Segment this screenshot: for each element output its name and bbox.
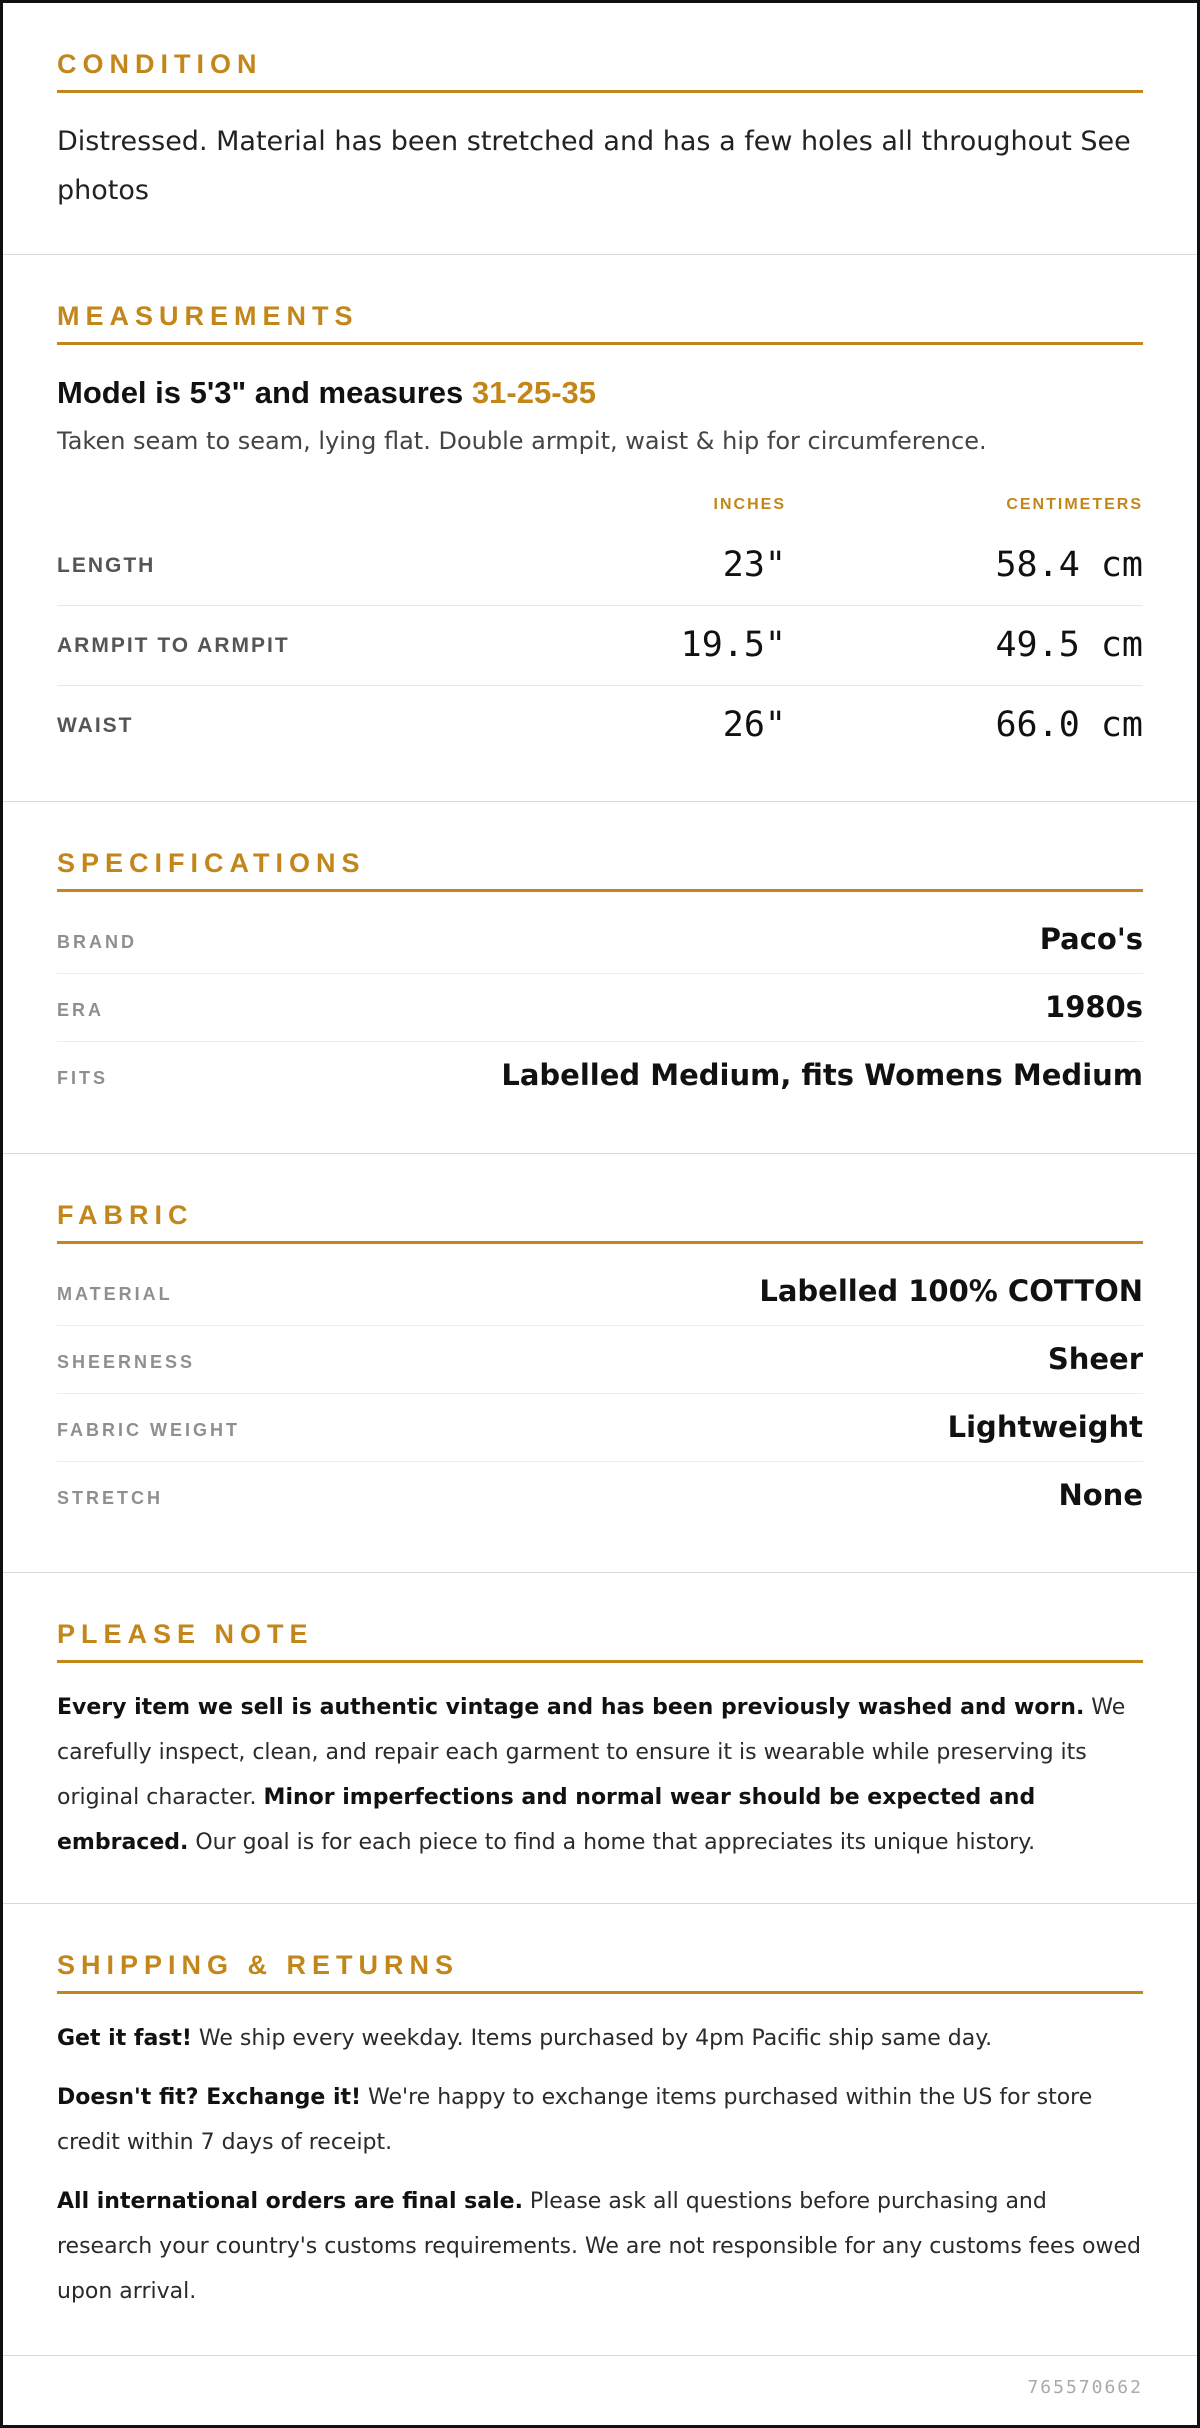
- fabric-row: [57, 1326, 1143, 1394]
- measurement-label: LENGTH: [57, 554, 156, 577]
- col-inches-header: INCHES: [713, 496, 786, 513]
- measurements-section: [3, 255, 1197, 802]
- condition-text: Distressed. Material has been stretched and has a few holes all throughout See photos: [57, 126, 1131, 206]
- col-cm-header: CENTIMETERS: [1006, 496, 1143, 513]
- please-note-section: [3, 1573, 1197, 1904]
- spec-key: FITS: [57, 1068, 108, 1088]
- spec-row: [57, 1042, 1143, 1109]
- please-note-title: PLEASE NOTE: [57, 1573, 1143, 1663]
- spec-value: Paco's: [1039, 922, 1143, 956]
- note-text-1: We carefully inspect, clean, and repair each garment to ensure it is wearable while preserving its original character.: [57, 1695, 1126, 1810]
- model-measures-value: 31-25-35: [471, 375, 596, 410]
- spec-value: Labelled Medium, fits Womens Medium: [501, 1058, 1143, 1092]
- fabric-list: [57, 1258, 1143, 1529]
- measurement-cm: 49.5 cm: [995, 625, 1143, 665]
- specifications-list: [57, 906, 1143, 1109]
- measurement-label: ARMPIT TO ARMPIT: [57, 634, 290, 657]
- ship-text-1: We ship every weekday. Items purchased by 4pm Pacific ship same day.: [191, 2026, 993, 2051]
- product-id: 765570662: [1027, 2377, 1143, 2398]
- ship-bold-1: Get it fast!: [57, 2026, 192, 2051]
- measurement-table-header: [57, 486, 1143, 526]
- measurement-inches: 26": [722, 705, 786, 745]
- spec-row: [57, 974, 1143, 1042]
- fabric-value: None: [1058, 1478, 1143, 1512]
- ship-text-2: We're happy to exchange items purchased within the US for store credit within 7 days of receipt.: [57, 2085, 1093, 2155]
- fabric-value: Sheer: [1047, 1342, 1143, 1376]
- spec-row: [57, 906, 1143, 974]
- shipping-body: [57, 1994, 1143, 2314]
- fabric-row: [57, 1258, 1143, 1326]
- fabric-row: [57, 1394, 1143, 1462]
- fabric-section: [3, 1154, 1197, 1573]
- measurement-inches: 23": [722, 545, 786, 585]
- note-text-2: Our goal is for each piece to find a home that appreciates its unique history.: [188, 1830, 1036, 1855]
- ship-bold-3: All international orders are final sale.: [57, 2189, 523, 2214]
- ship-text-3: Please ask all questions before purchasing and research your country's customs requirements. We are not responsible for any customs fees owed upon arrival.: [57, 2189, 1142, 2304]
- note-bold-1: Every item we sell is authentic vintage and has been previously washed and worn.: [57, 1695, 1085, 1720]
- model-prefix: Model is 5'3" and measures: [57, 375, 472, 410]
- measurements-title: MEASUREMENTS: [57, 255, 1143, 345]
- condition-title: CONDITION: [57, 3, 1143, 93]
- shipping-paragraph-international: [57, 2179, 1143, 2314]
- spec-value: 1980s: [1045, 990, 1143, 1024]
- measurement-label: WAIST: [57, 714, 134, 737]
- shipping-title: SHIPPING & RETURNS: [57, 1904, 1143, 1994]
- fabric-row: [57, 1462, 1143, 1529]
- shipping-section: [3, 1904, 1197, 2356]
- measurement-row: [57, 526, 1143, 606]
- fabric-key: MATERIAL: [57, 1284, 173, 1304]
- specifications-title: SPECIFICATIONS: [57, 802, 1143, 892]
- measurement-cm: 66.0 cm: [995, 705, 1143, 745]
- measurement-inches: 19.5": [680, 625, 786, 665]
- ship-bold-2: Doesn't fit? Exchange it!: [57, 2085, 362, 2110]
- fabric-value: Lightweight: [947, 1410, 1143, 1444]
- shipping-paragraph-exchange: [57, 2075, 1143, 2165]
- spec-key: ERA: [57, 1000, 105, 1020]
- measurement-note: Taken seam to seam, lying flat. Double armpit, waist & hip for circumference.: [57, 427, 987, 455]
- measurement-row: [57, 606, 1143, 686]
- model-measurements: [57, 375, 1143, 411]
- please-note-text: [57, 1663, 1143, 1865]
- note-bold-2: Minor imperfections and normal wear should be expected and embraced.: [57, 1785, 1036, 1855]
- shipping-paragraph-fast: [57, 2016, 1143, 2061]
- condition-section: [3, 3, 1197, 255]
- fabric-key: SHEERNESS: [57, 1352, 196, 1372]
- measurement-row: [57, 686, 1143, 765]
- fabric-title: FABRIC: [57, 1154, 1143, 1244]
- specifications-section: [3, 802, 1197, 1154]
- fabric-value: Labelled 100% COTTON: [759, 1274, 1143, 1308]
- spec-key: BRAND: [57, 932, 137, 952]
- fabric-key: STRETCH: [57, 1488, 163, 1508]
- measurement-cm: 58.4 cm: [995, 545, 1143, 585]
- fabric-key: FABRIC WEIGHT: [57, 1420, 240, 1440]
